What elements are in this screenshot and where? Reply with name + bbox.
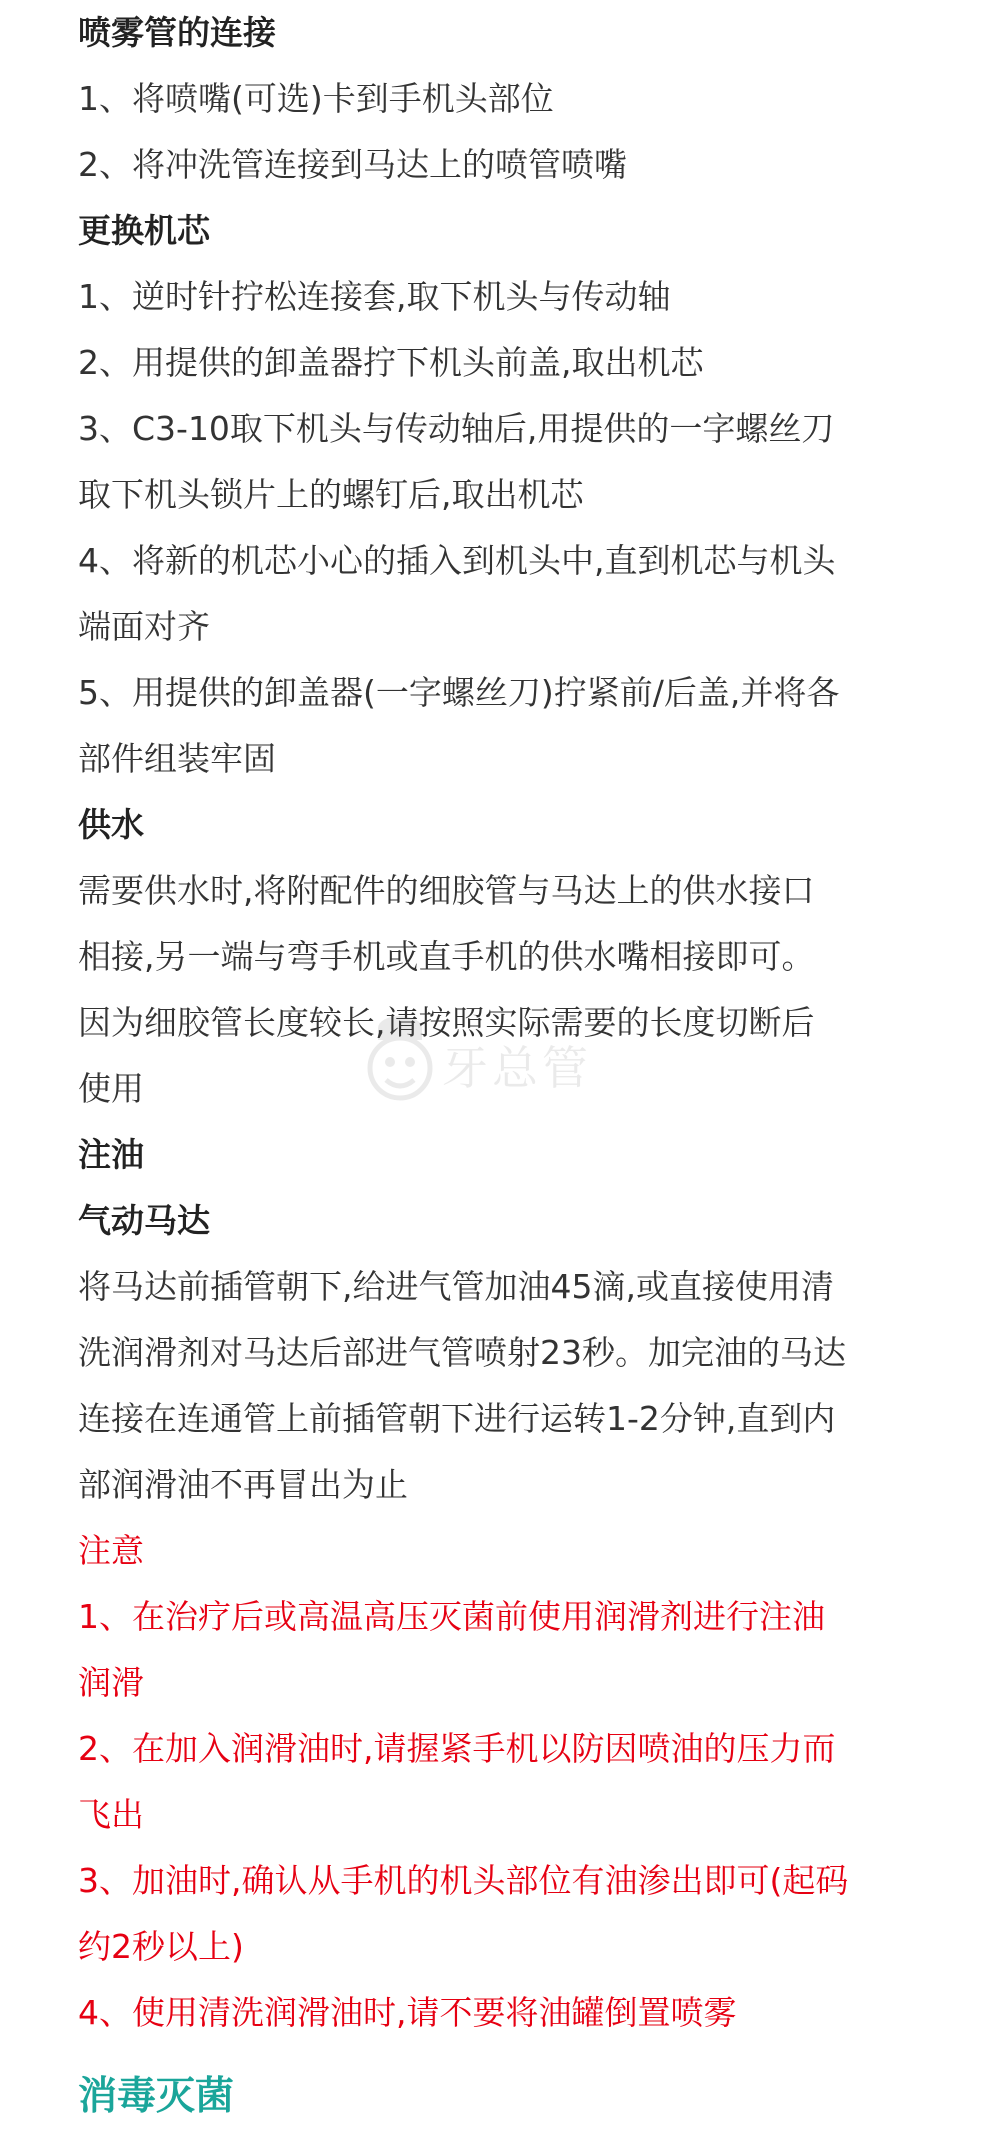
section-heading-disinfection: 消毒灭菌 [78, 2074, 235, 2119]
text-line: 连接在连通管上前插管朝下进行运转1-2分钟,直到内 [78, 1399, 836, 1438]
subheading: 注油 [78, 1135, 144, 1174]
warning-line: 3、加油时,确认从手机的机头部位有油渗出即可(起码 [78, 1861, 849, 1900]
text-line: 3、C3-10取下机头与传动轴后,用提供的一字螺丝刀 [78, 409, 835, 448]
text-line: 2、将冲洗管连接到马达上的喷管喷嘴 [78, 145, 627, 184]
text-line: 2、用提供的卸盖器拧下机头前盖,取出机芯 [78, 343, 704, 382]
warning-line: 飞出 [78, 1795, 144, 1834]
warning-line: 润滑 [78, 1663, 144, 1702]
text-lines [78, 0, 918, 2046]
text-line: 1、将喷嘴(可选)卡到手机头部位 [78, 79, 554, 118]
text-line: 相接,另一端与弯手机或直手机的供水嘴相接即可。 [78, 937, 815, 976]
text-line: 将马达前插管朝下,给进气管加油45滴,或直接使用清 [78, 1267, 834, 1306]
text-line: 取下机头锁片上的螺钉后,取出机芯 [78, 475, 584, 514]
text-line: 端面对齐 [78, 607, 210, 646]
subheading: 气动马达 [78, 1201, 210, 1240]
text-line: 1、逆时针拧松连接套,取下机头与传动轴 [78, 277, 671, 316]
text-line: 需要供水时,将附配件的细胶管与马达上的供水接口 [78, 871, 815, 910]
text-line: 使用 [78, 1069, 144, 1108]
warning-line: 约2秒以上) [78, 1927, 244, 1966]
article-content [78, 0, 918, 2130]
text-line: 5、用提供的卸盖器(一字螺丝刀)拧紧前/后盖,并将各 [78, 673, 840, 712]
text-line: 因为细胶管长度较长,请按照实际需要的长度切断后 [78, 1003, 815, 1042]
subheading: 供水 [78, 805, 144, 844]
text-line: 洗润滑剂对马达后部进气管喷射23秒。加完油的马达 [78, 1333, 846, 1372]
watermark-text: 牙总管 [442, 1041, 592, 1095]
warning-line: 注意 [78, 1531, 144, 1570]
text-line: 部润滑油不再冒出为止 [78, 1465, 408, 1504]
text-line: 部件组装牢固 [78, 739, 276, 778]
subheading: 更换机芯 [78, 211, 210, 250]
warning-line: 1、在治疗后或高温高压灭菌前使用润滑剂进行注油 [78, 1597, 825, 1636]
text-line: 4、将新的机芯小心的插入到机头中,直到机芯与机头 [78, 541, 836, 580]
subheading: 喷雾管的连接 [78, 13, 276, 52]
warning-line: 2、在加入润滑油时,请握紧手机以防因喷油的压力而 [78, 1729, 836, 1768]
warning-line: 4、使用清洗润滑油时,请不要将油罐倒置喷雾 [78, 1993, 737, 2032]
